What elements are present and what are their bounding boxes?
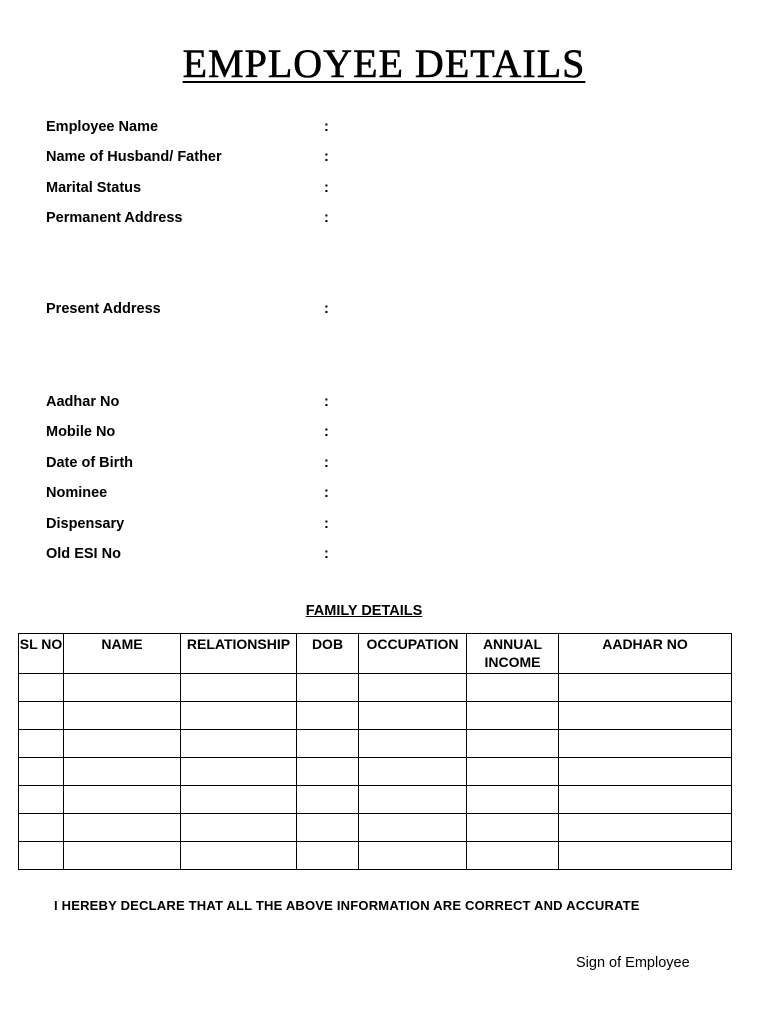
field-label-employee-name: Employee Name (46, 119, 159, 135)
table-header-row (19, 634, 732, 674)
field-label-husband-father: Name of Husband/ Father (46, 149, 222, 165)
field-label-old-esi-no: Old ESI No (46, 546, 121, 562)
field-colon: : (324, 455, 329, 471)
field-colon: : (324, 301, 329, 317)
table-cell[interactable] (181, 814, 297, 842)
field-label-mobile-no: Mobile No (46, 424, 116, 440)
table-cell[interactable] (467, 674, 559, 702)
field-label-aadhar-no: Aadhar No (46, 394, 120, 410)
field-colon: : (324, 149, 329, 165)
table-cell[interactable] (559, 786, 732, 814)
table-cell[interactable] (359, 814, 467, 842)
table-row (19, 674, 732, 702)
table-cell[interactable] (559, 814, 732, 842)
table-cell[interactable] (467, 842, 559, 870)
table-cell[interactable] (467, 786, 559, 814)
field-label-dispensary: Dispensary (46, 516, 125, 532)
table-cell[interactable] (64, 786, 181, 814)
table-cell[interactable] (64, 814, 181, 842)
table-cell[interactable] (64, 674, 181, 702)
table-row (19, 842, 732, 870)
field-colon: : (324, 546, 329, 562)
table-cell[interactable] (19, 674, 64, 702)
field-colon: : (324, 210, 329, 226)
table-cell[interactable] (297, 674, 359, 702)
header-annual-income: ANNUAL INCOME (467, 634, 559, 674)
table-cell[interactable] (467, 702, 559, 730)
table-cell[interactable] (467, 730, 559, 758)
table-cell[interactable] (181, 674, 297, 702)
signature-label: Sign of Employee (576, 955, 690, 971)
table-cell[interactable] (181, 758, 297, 786)
field-label-permanent-address: Permanent Address (46, 210, 183, 226)
header-occupation: OCCUPATION (359, 634, 467, 674)
field-label-marital-status: Marital Status (46, 180, 142, 196)
table-cell[interactable] (297, 814, 359, 842)
header-sl-no: SL NO (19, 634, 64, 674)
table-row (19, 730, 732, 758)
table-row (19, 758, 732, 786)
page-title: EMPLOYEE DETAILS (182, 41, 586, 86)
table-cell[interactable] (64, 758, 181, 786)
table-cell[interactable] (297, 730, 359, 758)
table-cell[interactable] (359, 730, 467, 758)
table-cell[interactable] (559, 842, 732, 870)
table-cell[interactable] (297, 702, 359, 730)
field-colon: : (324, 424, 329, 440)
table-cell[interactable] (359, 674, 467, 702)
table-cell[interactable] (359, 702, 467, 730)
table-cell[interactable] (359, 758, 467, 786)
table-cell[interactable] (359, 786, 467, 814)
table-cell[interactable] (64, 842, 181, 870)
table-cell[interactable] (181, 702, 297, 730)
field-colon: : (324, 516, 329, 532)
family-details-table (18, 633, 732, 870)
table-cell[interactable] (467, 758, 559, 786)
table-cell[interactable] (181, 730, 297, 758)
table-cell[interactable] (297, 786, 359, 814)
header-relationship: RELATIONSHIP (181, 634, 297, 674)
table-row (19, 814, 732, 842)
header-name: NAME (64, 634, 181, 674)
field-label-nominee: Nominee (46, 485, 108, 501)
table-cell[interactable] (359, 842, 467, 870)
declaration-text: I HEREBY DECLARE THAT ALL THE ABOVE INFORMATION ARE CORRECT AND ACCURATE (54, 898, 640, 913)
table-cell[interactable] (559, 674, 732, 702)
table-cell[interactable] (559, 730, 732, 758)
table-cell[interactable] (297, 758, 359, 786)
table-cell[interactable] (19, 758, 64, 786)
table-cell[interactable] (64, 702, 181, 730)
field-colon: : (324, 119, 329, 135)
family-details-title: FAMILY DETAILS (305, 603, 423, 619)
table-cell[interactable] (19, 786, 64, 814)
field-colon: : (324, 394, 329, 410)
table-cell[interactable] (559, 758, 732, 786)
table-cell[interactable] (19, 702, 64, 730)
field-label-date-of-birth: Date of Birth (46, 455, 133, 471)
field-colon: : (324, 180, 329, 196)
table-cell[interactable] (19, 842, 64, 870)
table-cell[interactable] (297, 842, 359, 870)
table-row (19, 786, 732, 814)
table-cell[interactable] (181, 842, 297, 870)
table-cell[interactable] (559, 702, 732, 730)
table-cell[interactable] (64, 730, 181, 758)
header-aadhar-no: AADHAR NO (559, 634, 732, 674)
field-colon: : (324, 485, 329, 501)
header-dob: DOB (297, 634, 359, 674)
table-cell[interactable] (19, 814, 64, 842)
table-cell[interactable] (181, 786, 297, 814)
table-cell[interactable] (467, 814, 559, 842)
field-label-present-address: Present Address (46, 301, 161, 317)
table-cell[interactable] (19, 730, 64, 758)
table-row (19, 702, 732, 730)
